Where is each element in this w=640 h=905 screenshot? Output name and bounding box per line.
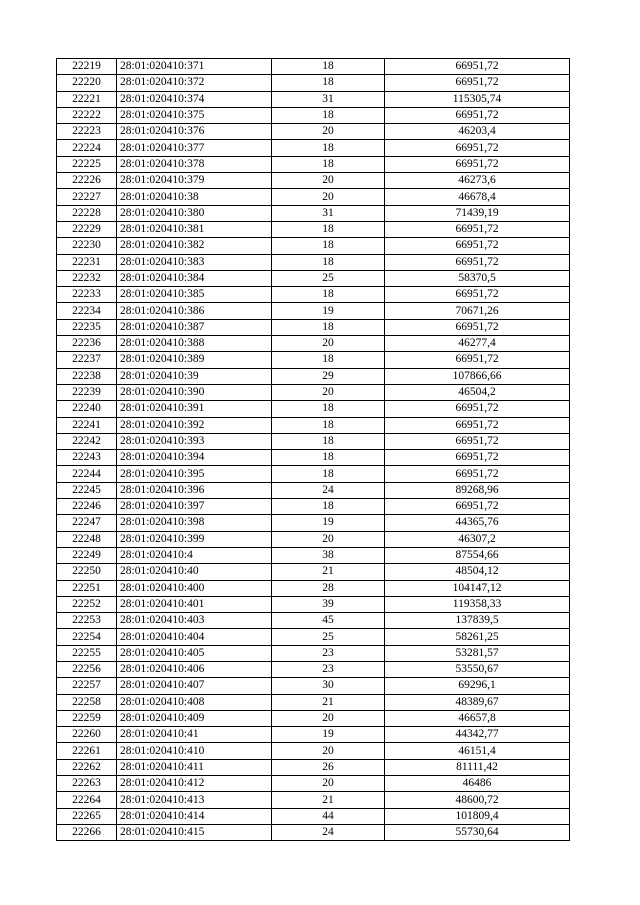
- row-number-cell: 22226: [57, 173, 117, 189]
- cadastral-number-cell: 28:01:020410:384: [117, 270, 272, 286]
- row-number-cell: 22258: [57, 694, 117, 710]
- area-cell: 18: [272, 450, 385, 466]
- table-row: [57, 189, 570, 205]
- cadastral-number-cell: 28:01:020410:391: [117, 401, 272, 417]
- area-cell: 29: [272, 368, 385, 384]
- row-number-cell: 22247: [57, 515, 117, 531]
- area-cell: 39: [272, 596, 385, 612]
- cadastral-number-cell: 28:01:020410:389: [117, 352, 272, 368]
- row-number-cell: 22219: [57, 59, 117, 75]
- area-cell: 20: [272, 336, 385, 352]
- cadastral-number-cell: 28:01:020410:403: [117, 613, 272, 629]
- cadastral-number-cell: 28:01:020410:397: [117, 499, 272, 515]
- table-row: [57, 678, 570, 694]
- value-cell: 66951,72: [385, 466, 570, 482]
- cadastral-number-cell: 28:01:020410:375: [117, 107, 272, 123]
- table-row: [57, 368, 570, 384]
- value-cell: 89268,96: [385, 482, 570, 498]
- value-cell: 66951,72: [385, 238, 570, 254]
- cadastral-number-cell: 28:01:020410:380: [117, 205, 272, 221]
- value-cell: 70671,26: [385, 303, 570, 319]
- area-cell: 18: [272, 75, 385, 91]
- area-cell: 18: [272, 140, 385, 156]
- cadastral-number-cell: 28:01:020410:377: [117, 140, 272, 156]
- cadastral-number-cell: 28:01:020410:401: [117, 596, 272, 612]
- area-cell: 23: [272, 661, 385, 677]
- table-row: [57, 59, 570, 75]
- area-cell: 23: [272, 645, 385, 661]
- row-number-cell: 22230: [57, 238, 117, 254]
- table-row: [57, 91, 570, 107]
- table-row: [57, 710, 570, 726]
- table-row: [57, 173, 570, 189]
- area-cell: 38: [272, 547, 385, 563]
- area-cell: 18: [272, 221, 385, 237]
- value-cell: 46486: [385, 776, 570, 792]
- table-row: [57, 629, 570, 645]
- cadastral-number-cell: 28:01:020410:39: [117, 368, 272, 384]
- cadastral-number-cell: 28:01:020410:409: [117, 710, 272, 726]
- cadastral-number-cell: 28:01:020410:412: [117, 776, 272, 792]
- area-cell: 18: [272, 107, 385, 123]
- area-cell: 18: [272, 417, 385, 433]
- cadastral-number-cell: 28:01:020410:374: [117, 91, 272, 107]
- cadastral-number-cell: 28:01:020410:381: [117, 221, 272, 237]
- area-cell: 21: [272, 564, 385, 580]
- value-cell: 46151,4: [385, 743, 570, 759]
- table-row: [57, 531, 570, 547]
- table-row: [57, 352, 570, 368]
- value-cell: 48504,12: [385, 564, 570, 580]
- row-number-cell: 22240: [57, 401, 117, 417]
- table-row: [57, 417, 570, 433]
- row-number-cell: 22243: [57, 450, 117, 466]
- row-number-cell: 22262: [57, 759, 117, 775]
- table-row: [57, 140, 570, 156]
- value-cell: 46307,2: [385, 531, 570, 547]
- value-cell: 66951,72: [385, 140, 570, 156]
- value-cell: 137839,5: [385, 613, 570, 629]
- table-row: [57, 287, 570, 303]
- area-cell: 20: [272, 776, 385, 792]
- table-body: [57, 59, 570, 841]
- table-row: [57, 499, 570, 515]
- row-number-cell: 22235: [57, 319, 117, 335]
- value-cell: 46277,4: [385, 336, 570, 352]
- cadastral-number-cell: 28:01:020410:390: [117, 384, 272, 400]
- row-number-cell: 22231: [57, 254, 117, 270]
- area-cell: 30: [272, 678, 385, 694]
- row-number-cell: 22253: [57, 613, 117, 629]
- value-cell: 115305,74: [385, 91, 570, 107]
- area-cell: 18: [272, 401, 385, 417]
- cadastral-number-cell: 28:01:020410:414: [117, 808, 272, 824]
- table-row: [57, 645, 570, 661]
- value-cell: 46678,4: [385, 189, 570, 205]
- table-row: [57, 727, 570, 743]
- area-cell: 18: [272, 352, 385, 368]
- value-cell: 66951,72: [385, 254, 570, 270]
- row-number-cell: 22261: [57, 743, 117, 759]
- cadastral-number-cell: 28:01:020410:404: [117, 629, 272, 645]
- value-cell: 101809,4: [385, 808, 570, 824]
- area-cell: 18: [272, 499, 385, 515]
- area-cell: 26: [272, 759, 385, 775]
- area-cell: 44: [272, 808, 385, 824]
- table-row: [57, 433, 570, 449]
- cadastral-number-cell: 28:01:020410:406: [117, 661, 272, 677]
- table-row: [57, 580, 570, 596]
- row-number-cell: 22256: [57, 661, 117, 677]
- table-row: [57, 792, 570, 808]
- cadastral-number-cell: 28:01:020410:408: [117, 694, 272, 710]
- row-number-cell: 22266: [57, 824, 117, 840]
- row-number-cell: 22241: [57, 417, 117, 433]
- table-row: [57, 107, 570, 123]
- value-cell: 46273,6: [385, 173, 570, 189]
- area-cell: 18: [272, 433, 385, 449]
- value-cell: 66951,72: [385, 433, 570, 449]
- cadastral-number-cell: 28:01:020410:4: [117, 547, 272, 563]
- cadastral-number-cell: 28:01:020410:395: [117, 466, 272, 482]
- value-cell: 44342,77: [385, 727, 570, 743]
- cadastral-number-cell: 28:01:020410:392: [117, 417, 272, 433]
- area-cell: 20: [272, 173, 385, 189]
- cadastral-number-cell: 28:01:020410:394: [117, 450, 272, 466]
- value-cell: 55730,64: [385, 824, 570, 840]
- table-row: [57, 743, 570, 759]
- table-row: [57, 336, 570, 352]
- value-cell: 58370,5: [385, 270, 570, 286]
- value-cell: 66951,72: [385, 417, 570, 433]
- cadastral-number-cell: 28:01:020410:405: [117, 645, 272, 661]
- row-number-cell: 22221: [57, 91, 117, 107]
- row-number-cell: 22252: [57, 596, 117, 612]
- cadastral-number-cell: 28:01:020410:410: [117, 743, 272, 759]
- value-cell: 46203,4: [385, 124, 570, 140]
- area-cell: 20: [272, 124, 385, 140]
- row-number-cell: 22245: [57, 482, 117, 498]
- value-cell: 66951,72: [385, 401, 570, 417]
- row-number-cell: 22242: [57, 433, 117, 449]
- area-cell: 20: [272, 743, 385, 759]
- value-cell: 66951,72: [385, 499, 570, 515]
- value-cell: 69296,1: [385, 678, 570, 694]
- row-number-cell: 22248: [57, 531, 117, 547]
- row-number-cell: 22223: [57, 124, 117, 140]
- row-number-cell: 22224: [57, 140, 117, 156]
- row-number-cell: 22249: [57, 547, 117, 563]
- cadastral-number-cell: 28:01:020410:372: [117, 75, 272, 91]
- row-number-cell: 22244: [57, 466, 117, 482]
- area-cell: 20: [272, 189, 385, 205]
- cadastral-number-cell: 28:01:020410:378: [117, 156, 272, 172]
- value-cell: 66951,72: [385, 221, 570, 237]
- value-cell: 66951,72: [385, 287, 570, 303]
- row-number-cell: 22250: [57, 564, 117, 580]
- value-cell: 107866,66: [385, 368, 570, 384]
- row-number-cell: 22260: [57, 727, 117, 743]
- cadastral-number-cell: 28:01:020410:383: [117, 254, 272, 270]
- area-cell: 21: [272, 694, 385, 710]
- table-row: [57, 254, 570, 270]
- row-number-cell: 22220: [57, 75, 117, 91]
- area-cell: 20: [272, 710, 385, 726]
- cadastral-number-cell: 28:01:020410:396: [117, 482, 272, 498]
- cadastral-number-cell: 28:01:020410:379: [117, 173, 272, 189]
- table-row: [57, 613, 570, 629]
- cadastral-number-cell: 28:01:020410:388: [117, 336, 272, 352]
- value-cell: 44365,76: [385, 515, 570, 531]
- value-cell: 53550,67: [385, 661, 570, 677]
- area-cell: 18: [272, 156, 385, 172]
- row-number-cell: 22251: [57, 580, 117, 596]
- area-cell: 18: [272, 59, 385, 75]
- area-cell: 19: [272, 727, 385, 743]
- area-cell: 25: [272, 629, 385, 645]
- table-row: [57, 124, 570, 140]
- table-row: [57, 75, 570, 91]
- row-number-cell: 22246: [57, 499, 117, 515]
- value-cell: 66951,72: [385, 75, 570, 91]
- table-row: [57, 661, 570, 677]
- row-number-cell: 22228: [57, 205, 117, 221]
- table-row: [57, 384, 570, 400]
- value-cell: 66951,72: [385, 156, 570, 172]
- table-row: [57, 303, 570, 319]
- value-cell: 87554,66: [385, 547, 570, 563]
- row-number-cell: 22264: [57, 792, 117, 808]
- row-number-cell: 22259: [57, 710, 117, 726]
- value-cell: 66951,72: [385, 59, 570, 75]
- cadastral-number-cell: 28:01:020410:415: [117, 824, 272, 840]
- value-cell: 46657,8: [385, 710, 570, 726]
- area-cell: 18: [272, 287, 385, 303]
- value-cell: 104147,12: [385, 580, 570, 596]
- area-cell: 18: [272, 238, 385, 254]
- table-row: [57, 824, 570, 840]
- area-cell: 18: [272, 254, 385, 270]
- row-number-cell: 22237: [57, 352, 117, 368]
- cadastral-number-cell: 28:01:020410:41: [117, 727, 272, 743]
- table-row: [57, 776, 570, 792]
- row-number-cell: 22233: [57, 287, 117, 303]
- area-cell: 19: [272, 515, 385, 531]
- value-cell: 53281,57: [385, 645, 570, 661]
- table-row: [57, 221, 570, 237]
- cadastral-number-cell: 28:01:020410:40: [117, 564, 272, 580]
- area-cell: 25: [272, 270, 385, 286]
- area-cell: 24: [272, 824, 385, 840]
- cadastral-number-cell: 28:01:020410:407: [117, 678, 272, 694]
- area-cell: 18: [272, 466, 385, 482]
- table-row: [57, 205, 570, 221]
- area-cell: 31: [272, 91, 385, 107]
- row-number-cell: 22236: [57, 336, 117, 352]
- cadastral-number-cell: 28:01:020410:376: [117, 124, 272, 140]
- row-number-cell: 22255: [57, 645, 117, 661]
- row-number-cell: 22239: [57, 384, 117, 400]
- value-cell: 48389,67: [385, 694, 570, 710]
- table-row: [57, 238, 570, 254]
- area-cell: 45: [272, 613, 385, 629]
- value-cell: 66951,72: [385, 107, 570, 123]
- row-number-cell: 22234: [57, 303, 117, 319]
- row-number-cell: 22232: [57, 270, 117, 286]
- row-number-cell: 22225: [57, 156, 117, 172]
- table-row: [57, 808, 570, 824]
- table-row: [57, 694, 570, 710]
- cadastral-number-cell: 28:01:020410:400: [117, 580, 272, 596]
- area-cell: 28: [272, 580, 385, 596]
- table-row: [57, 270, 570, 286]
- value-cell: 119358,33: [385, 596, 570, 612]
- value-cell: 66951,72: [385, 450, 570, 466]
- area-cell: 19: [272, 303, 385, 319]
- cadastral-number-cell: 28:01:020410:382: [117, 238, 272, 254]
- table-row: [57, 319, 570, 335]
- cadastral-number-cell: 28:01:020410:386: [117, 303, 272, 319]
- value-cell: 71439,19: [385, 205, 570, 221]
- table-row: [57, 450, 570, 466]
- value-cell: 81111,42: [385, 759, 570, 775]
- row-number-cell: 22238: [57, 368, 117, 384]
- table-row: [57, 564, 570, 580]
- table-row: [57, 466, 570, 482]
- cadastral-number-cell: 28:01:020410:38: [117, 189, 272, 205]
- table-row: [57, 547, 570, 563]
- area-cell: 20: [272, 384, 385, 400]
- row-number-cell: 22229: [57, 221, 117, 237]
- value-cell: 66951,72: [385, 352, 570, 368]
- row-number-cell: 22227: [57, 189, 117, 205]
- row-number-cell: 22222: [57, 107, 117, 123]
- value-cell: 66951,72: [385, 319, 570, 335]
- table-row: [57, 482, 570, 498]
- row-number-cell: 22254: [57, 629, 117, 645]
- area-cell: 20: [272, 531, 385, 547]
- area-cell: 24: [272, 482, 385, 498]
- cadastral-number-cell: 28:01:020410:385: [117, 287, 272, 303]
- table-row: [57, 156, 570, 172]
- table-row: [57, 401, 570, 417]
- area-cell: 31: [272, 205, 385, 221]
- table-row: [57, 515, 570, 531]
- row-number-cell: 22263: [57, 776, 117, 792]
- cadastral-number-cell: 28:01:020410:413: [117, 792, 272, 808]
- cadastral-number-cell: 28:01:020410:387: [117, 319, 272, 335]
- cadastral-number-cell: 28:01:020410:393: [117, 433, 272, 449]
- value-cell: 48600,72: [385, 792, 570, 808]
- area-cell: 21: [272, 792, 385, 808]
- table-row: [57, 596, 570, 612]
- cadastral-number-cell: 28:01:020410:371: [117, 59, 272, 75]
- cadastral-number-cell: 28:01:020410:399: [117, 531, 272, 547]
- area-cell: 18: [272, 319, 385, 335]
- row-number-cell: 22265: [57, 808, 117, 824]
- value-cell: 58261,25: [385, 629, 570, 645]
- cadastral-number-cell: 28:01:020410:398: [117, 515, 272, 531]
- row-number-cell: 22257: [57, 678, 117, 694]
- cadastral-table: [56, 58, 570, 841]
- table-row: [57, 759, 570, 775]
- value-cell: 46504,2: [385, 384, 570, 400]
- cadastral-number-cell: 28:01:020410:411: [117, 759, 272, 775]
